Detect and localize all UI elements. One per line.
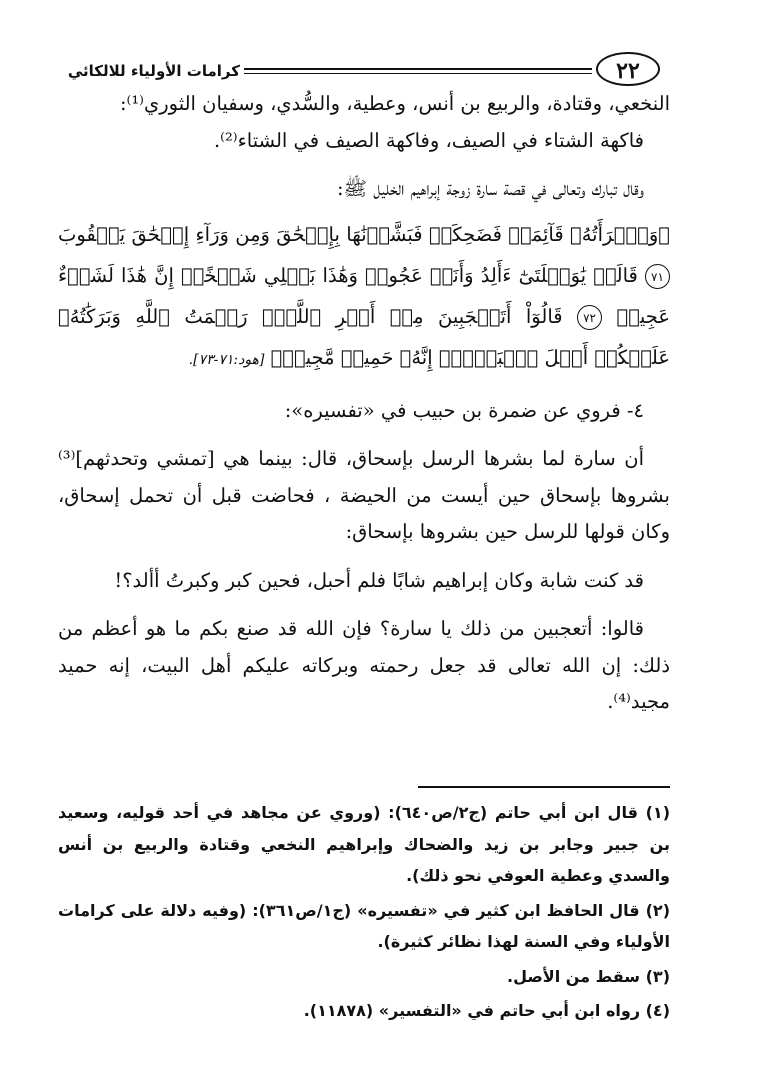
quran-verses [58,214,670,381]
verse-number-72: ٧٢ [577,305,602,330]
paragraph-1: النخعي، وقتادة، والربيع بن أنس، وعطية، والسُّدي، وسفيان الثوري⁽¹⁾: [119,92,670,115]
paragraph-2: فاكهة الشتاء في الصيف، وفاكهة الصيف في الشتاء⁽²⁾. [213,128,644,152]
quran-text-2: قَالَتۡ يَٰوَيۡلَتَىٰٓ ءَأَلِدُ وَأَنَا۠ عَجُوزٞ وَهَٰذَا بَعۡلِي شَيۡخًاۖ إِنَّ هَٰذَا لَشَيۡءٌ عَجِيبٞ [58,263,671,328]
paragraph-4: ٤- فروي عن ضمرة بن حبيب في «تفسيره»: [284,398,644,422]
paragraph-6: قد كنت شابة وكان إبراهيم شابًا فلم أحبل، فحين كبر وكبرتُ أألد؟! [114,568,644,592]
main-text [58,86,670,721]
paragraph-3: وقال تبارك وتعالى في قصة سارة زوجة إبراهيم الخليل ﷺ: [336,177,644,200]
footnote-separator [418,786,670,788]
footnote-4: (٤) رواه ابن أبي حاتم في «التفسير» (١١٨٧٨). [303,1001,670,1020]
footnote-2: (٢) قال الحافظ ابن كثير في «تفسيره» (ج١/ص٣٦١): (وفيه دلالة على كرامات الأولياء وفي السنة لهذا نظائر كثيرة). [58,900,670,951]
footnotes [58,797,670,1027]
quran-reference: [هود:٧١-٧٣]. [188,351,265,368]
quran-text-1: ﴿وَٱمۡرَأَتُهُۥ قَآئِمَةٞ فَضَحِكَتۡ فَبَشَّرۡنَٰهَا بِإِسۡحَٰقَ وَمِن وَرَآءِ إِسۡحَٰقَ يَعۡقُوبَ [58,222,670,246]
footnote-1: (١) قال ابن أبي حاتم (ج٢/ص٦٤٠): (وروي عن مجاهد في أحد قوليه، وسعيد بن جبير وجابر بن زيد والضحاك وإبراهيم النخعي وقتادة والربيع بن أنس والسدي وعطية العوفي نحو ذلك). [58,803,670,885]
header-rule [244,68,592,70]
header-rule-thin [244,73,592,74]
verse-number-71: ٧١ [645,264,670,289]
paragraph-7: قالوا: أتعجبين من ذلك يا سارة؟ فإن الله قد صنع بكم ما هو أعظم من ذلك: إن الله تعالى قد جعل رحمته وبركاته عليكم أهل البيت، إنه حميد مجيد⁽⁴⁾. [58,617,670,713]
page-number: ٢٢ [596,52,660,86]
footnote-3: (٣) سقط من الأصل. [506,966,670,986]
quran-text-3: قَالُوٓاْ أَتَعۡجَبِينَ مِنۡ أَمۡرِ ٱللَّهِۖ رَحۡمَتُ ٱللَّهِ وَبَرَكَٰتُهُۥ عَلَيۡكُمۡ أَهۡلَ ٱلۡبَيۡتِۚ إِنَّهُۥ حَمِيدٞ مَّجِيدٞ﴾ [58,304,670,369]
running-title: كرامات الأولياء للالكائي [67,62,240,80]
paragraph-5: أن سارة لما بشرها الرسل بإسحاق، قال: بينما هي [تمشي وتحدثهم]⁽³⁾ بشروها بإسحاق حين أيست من الحيضة ، فحاضت قبل أن تحمل إسحاق، وكان قولها للرسل حين بشروها بإسحاق: [58,447,670,543]
